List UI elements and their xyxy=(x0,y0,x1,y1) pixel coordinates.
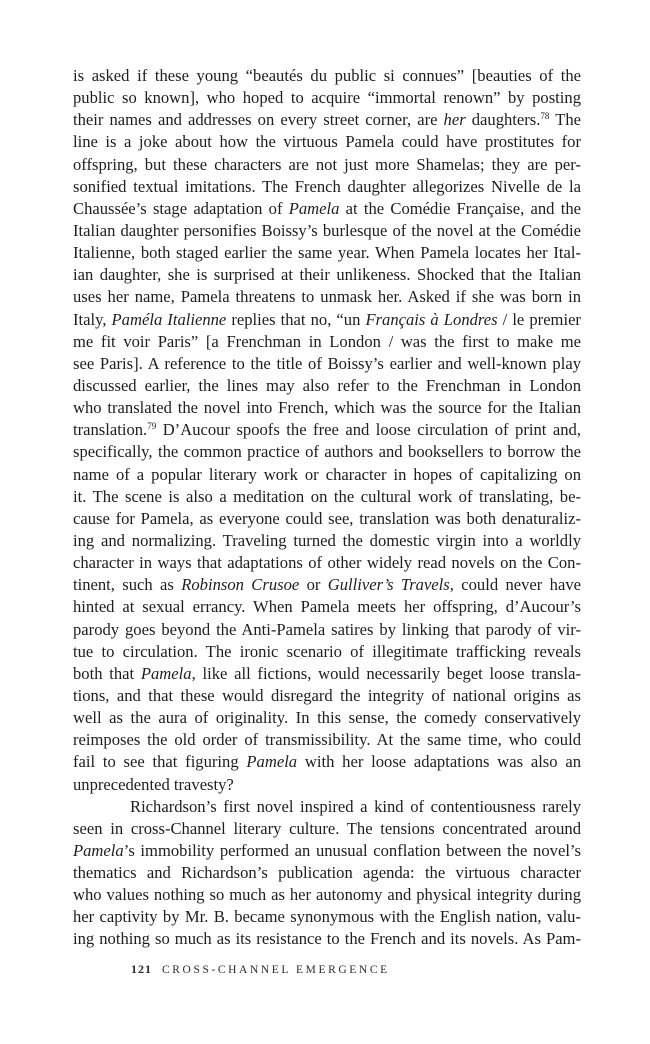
text-run: it. The scene is also a meditation on the cultural work of translating, be- xyxy=(73,486,581,506)
text-line xyxy=(73,840,581,862)
text-run: Italy, xyxy=(73,309,112,329)
text-line xyxy=(73,464,581,486)
text-run: her captivity by Mr. B. became synonymous with the English nation, valu- xyxy=(73,907,581,927)
text-line xyxy=(73,65,581,87)
text-line xyxy=(73,685,581,707)
italic-text: Pamela xyxy=(73,840,124,860)
text-run: thematics and Richardson’s publication agenda: the virtuous character xyxy=(73,863,581,883)
text-run: Richardson’s first novel inspired a kind of contentiousness rarely xyxy=(130,796,581,816)
text-line xyxy=(73,375,581,397)
text-run: replies that no, “un xyxy=(226,309,366,329)
italic-text: Pamela xyxy=(140,663,192,683)
text-run: or xyxy=(299,575,328,595)
text-run: is asked if these young “beautés du public si connues” [beauties of the xyxy=(73,66,581,85)
italic-text: Français à Londres xyxy=(365,309,498,329)
text-line xyxy=(73,663,581,685)
text-line xyxy=(73,796,581,818)
text-line xyxy=(73,596,581,618)
text-line xyxy=(73,397,581,419)
italic-text: Robinson Crusoe xyxy=(181,575,300,595)
text-line xyxy=(73,220,581,242)
text-run: public so known], who hoped to acquire “immortal renown” by posting xyxy=(73,88,581,108)
text-line xyxy=(73,862,581,884)
text-run: sonified textual imitations. The French daughter allegorizes Nivelle de la xyxy=(73,176,581,196)
text-line xyxy=(73,154,581,176)
text-run: who translated the novel into French, which was the source for the Italian xyxy=(73,398,581,418)
text-run: Chaussée’s stage adaptation of xyxy=(73,198,289,218)
text-run: both that xyxy=(73,663,141,683)
text-run: tue to circulation. The ironic scenario of illegitimate trafficking reveals xyxy=(73,641,581,661)
italic-text: Pamela xyxy=(288,198,340,218)
text-run: Italian daughter personifies Boissy’s burlesque of the novel at the Comédie xyxy=(73,220,581,240)
italic-text: her xyxy=(443,110,466,130)
text-run: offspring, but these characters are not just more Shamelas; they are per- xyxy=(73,154,581,174)
text-run: tinent, such as xyxy=(73,575,182,595)
text-run: reimposes the old order of transmissibility. At the same time, who could xyxy=(73,730,581,750)
text-run: uses her name, Pamela threatens to unmask her. Asked if she was born in xyxy=(73,287,581,307)
text-run: , like all fictions, would necessarily beget loose transla- xyxy=(191,663,581,683)
text-line xyxy=(73,242,581,264)
text-line xyxy=(73,818,581,840)
text-line xyxy=(73,309,581,331)
text-run: D’Aucour spoofs the free and loose circulation of print and, xyxy=(156,420,581,440)
text-line xyxy=(73,641,581,663)
text-run: specifically, the common practice of authors and booksellers to borrow the xyxy=(73,442,581,462)
text-run: at the Comédie Française, and the xyxy=(339,198,581,218)
text-line xyxy=(73,131,581,153)
text-run: daughters. xyxy=(465,110,541,130)
text-run: translation. xyxy=(73,420,148,440)
text-run: , could never have xyxy=(449,575,581,595)
text-run: ’s immobility performed an unusual conflation between the novel’s xyxy=(123,840,581,860)
text-line xyxy=(73,87,581,109)
italic-text: Paméla Italienne xyxy=(111,309,227,329)
text-line xyxy=(73,574,581,596)
text-line xyxy=(73,264,581,286)
text-run: see Paris]. A reference to the title of Boissy’s earlier and well-known play xyxy=(73,353,581,373)
text-line xyxy=(73,619,581,641)
footnote-reference: 78 xyxy=(540,111,550,122)
text-line xyxy=(73,774,581,796)
text-run: line is a joke about how the virtuous Pamela could have prostitutes for xyxy=(73,132,581,152)
text-run: character in ways that adaptations of other widely read novels on the Con- xyxy=(73,553,581,573)
text-run: / le premier xyxy=(497,309,581,329)
text-run: cause for Pamela, as everyone could see, translation was both denaturaliz- xyxy=(73,508,581,528)
running-title: CROSS-CHANNEL EMERGENCE xyxy=(162,964,390,976)
text-line xyxy=(73,353,581,375)
text-run: tions, and that these would disregard the integrity of national origins as xyxy=(73,685,581,705)
text-run: The xyxy=(549,110,581,130)
text-run: discussed earlier, the lines may also refer to the Frenchman in London xyxy=(73,375,581,395)
text-run: their names and addresses on every street corner, are xyxy=(73,110,444,130)
text-run: hinted at sexual errancy. When Pamela meets her offspring, d’Aucour’s xyxy=(73,597,581,617)
text-line xyxy=(73,486,581,508)
text-line xyxy=(73,751,581,773)
text-line xyxy=(73,176,581,198)
text-run: unprecedented travesty? xyxy=(73,774,234,794)
text-line xyxy=(73,707,581,729)
italic-text: Pamela xyxy=(246,752,298,772)
text-line xyxy=(73,530,581,552)
text-line xyxy=(73,552,581,574)
text-run: ian daughter, she is surprised at their unlikeness. Shocked that the Italian xyxy=(73,265,581,285)
text-run: seen in cross-Channel literary culture. The tensions concentrated around xyxy=(73,818,581,838)
text-run: ing and normalizing. Traveling turned the domestic virgin into a worldly xyxy=(73,530,581,550)
text-line xyxy=(73,729,581,751)
text-line xyxy=(73,928,581,950)
text-run: ing nothing so much as its resistance to the French and its novels. As Pam- xyxy=(73,929,581,949)
text-run: name of a popular literary work or character in hopes of capitalizing on xyxy=(73,464,581,484)
body-text xyxy=(73,65,581,951)
text-line xyxy=(73,419,581,441)
text-line xyxy=(73,331,581,353)
text-line xyxy=(73,884,581,906)
text-run: me fit voir Paris” [a Frenchman in London / was the first to make me xyxy=(73,331,581,351)
text-line xyxy=(73,109,581,131)
running-footer xyxy=(131,962,390,977)
text-line xyxy=(73,906,581,928)
text-line xyxy=(73,508,581,530)
text-line xyxy=(73,441,581,463)
footnote-reference: 79 xyxy=(147,421,157,432)
italic-text: Gulliver’s Travels xyxy=(327,575,450,595)
text-run: Italienne, both staged earlier the same year. When Pamela locates her Ital- xyxy=(73,243,581,263)
text-run: well as the aura of originality. In this sense, the comedy conservatively xyxy=(73,708,581,728)
text-run: who values nothing so much as her autonomy and physical integrity during xyxy=(73,885,581,905)
text-line xyxy=(73,198,581,220)
text-run: fail to see that figuring xyxy=(73,752,247,772)
text-line xyxy=(73,286,581,308)
text-run: parody goes beyond the Anti-Pamela satires by linking that parody of vir- xyxy=(73,619,581,639)
page-number: 121 xyxy=(131,962,152,976)
text-run: with her loose adaptations was also an xyxy=(297,752,581,772)
